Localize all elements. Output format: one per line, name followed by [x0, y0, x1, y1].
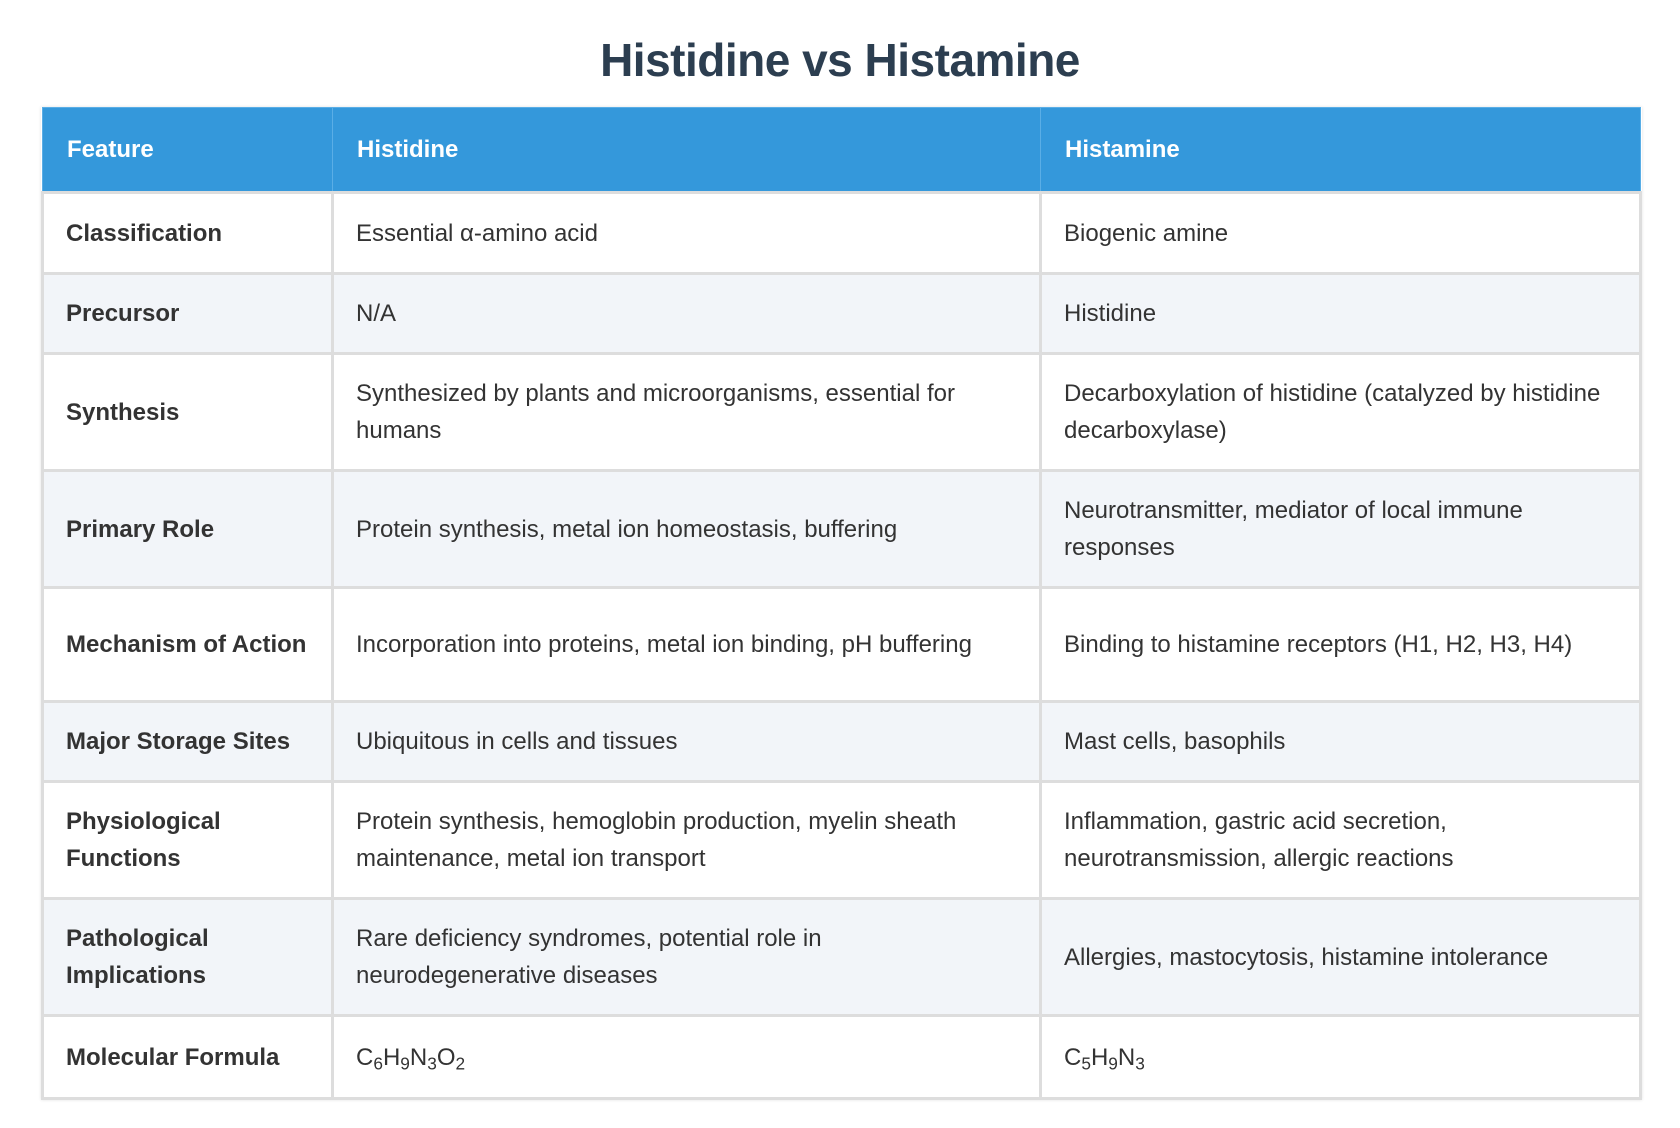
page-title: Histidine vs Histamine [600, 34, 1080, 86]
feature-cell: Synthesis [43, 354, 333, 471]
table-row-physiological-functions [43, 782, 1641, 899]
histidine-cell: Ubiquitous in cells and tissues [333, 702, 1041, 782]
column-header-histamine: Histamine [1041, 108, 1641, 193]
histamine-cell: Inflammation, gastric acid secretion, neurotransmission, allergic reactions [1041, 782, 1641, 899]
molecular-formula: $C_5H_9N_3$ [1064, 1043, 1145, 1073]
histamine-cell: Allergies, mastocytosis, histamine intolerance [1041, 899, 1641, 1016]
feature-cell: Molecular Formula [43, 1016, 333, 1099]
histamine-cell: Binding to histamine receptors (H1, H2, H3, H4) [1041, 588, 1641, 702]
table-row-major-storage-sites [43, 702, 1641, 782]
table-row-molecular-formula [43, 1016, 1641, 1099]
molecular-formula: $C_6H_9N_3O_2$ [356, 1043, 466, 1073]
table-row-synthesis [43, 354, 1641, 471]
feature-cell: Major Storage Sites [43, 702, 333, 782]
histidine-cell: Protein synthesis, metal ion homeostasis, buffering [333, 471, 1041, 588]
histidine-cell: Rare deficiency syndromes, potential role in neurodegenerative diseases [333, 899, 1041, 1016]
feature-cell: Precursor [43, 274, 333, 354]
table-row-mechanism-of-action [43, 588, 1641, 702]
table-row-pathological-implications [43, 899, 1641, 1016]
histidine-cell: Protein synthesis, hemoglobin production, myelin sheath maintenance, metal ion transport [333, 782, 1041, 899]
feature-cell: Primary Role [43, 471, 333, 588]
feature-cell: Pathological Implications [43, 899, 333, 1016]
histidine-cell: Incorporation into proteins, metal ion binding, pH buffering [333, 588, 1041, 702]
histamine-cell: Mast cells, basophils [1041, 702, 1641, 782]
histamine-cell: Neurotransmitter, mediator of local immune responses [1041, 471, 1641, 588]
column-header-histidine: Histidine [333, 108, 1041, 193]
histidine-cell: Essential α-amino acid [333, 193, 1041, 274]
feature-cell: Physiological Functions [43, 782, 333, 899]
histidine-cell: N/A [333, 274, 1041, 354]
table-row-precursor [43, 274, 1641, 354]
feature-cell: Classification [43, 193, 333, 274]
histamine-cell: Histidine [1041, 274, 1641, 354]
histidine-cell: Synthesized by plants and microorganisms, essential for humans [333, 354, 1041, 471]
table-row-classification [43, 193, 1641, 274]
histamine-cell: Biogenic amine [1041, 193, 1641, 274]
table-row-primary-role [43, 471, 1641, 588]
comparison-table [41, 107, 1642, 1100]
feature-cell: Mechanism of Action [43, 588, 333, 702]
histidine-formula-cell [333, 1016, 1041, 1099]
table-header-row [43, 108, 1641, 193]
histamine-formula-cell [1041, 1016, 1641, 1099]
histamine-cell: Decarboxylation of histidine (catalyzed by histidine decarboxylase) [1041, 354, 1641, 471]
column-header-feature: Feature [43, 108, 333, 193]
